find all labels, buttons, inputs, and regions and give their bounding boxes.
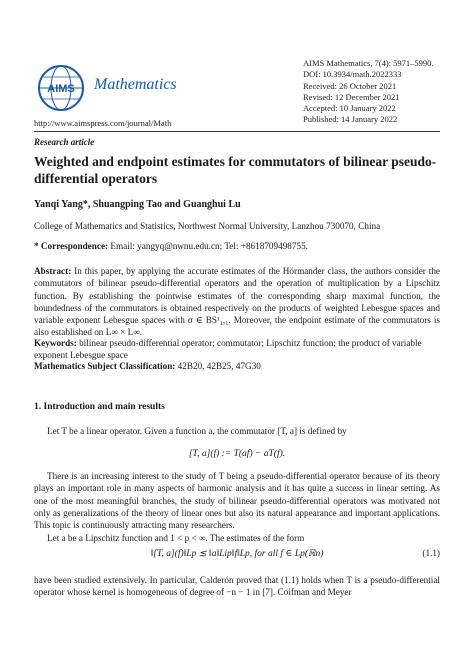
equation-number: (1.1) bbox=[422, 548, 440, 558]
section-title: 1. Introduction and main results bbox=[34, 402, 165, 412]
paragraph-3: Let a be a Lipschitz function and 1 < p < ∞. The estimates of the form bbox=[47, 533, 305, 543]
correspondence-label: * Correspondence: bbox=[34, 241, 109, 251]
logo-text: AIMS bbox=[47, 83, 75, 95]
meta-published: Published: 14 January 2022 bbox=[303, 114, 398, 125]
meta-doi[interactable]: DOI: 10.3934/math.2022333 bbox=[303, 69, 402, 80]
correspondence bbox=[34, 241, 444, 251]
equation-commutator: [T, a](f) := T(af) − aT(f). bbox=[188, 449, 286, 459]
meta-received: Received: 26 October 2021 bbox=[303, 80, 397, 91]
paragraph-2: There is an increasing interest to the study of T being a pseudo-differential operator because of its theory plays an important role in many aspects of harmonic analysis and it has quite a success in linear setting. As one of the most meaningful branches, the study of bilinear pseudo-differential operators was motivated not only as generalizations of the theory of linear ones but also its natural appearance and important applications. This topic is continuously attracting many researchers. bbox=[34, 471, 440, 531]
aims-globe-logo bbox=[36, 63, 86, 113]
paragraph-4: have been studied extensively. In particular, Calderón proved that (1.1) holds when T is a pseudo-differential operator whose kernel is homogeneous of degree of −n − 1 in [7]. Coifman and Meyer bbox=[34, 575, 440, 598]
journal-url[interactable]: http://www.aimspress.com/journal/Math bbox=[34, 118, 172, 128]
msc-label: Mathematics Subject Classification: bbox=[34, 361, 176, 371]
affiliation: College of Mathematics and Statistics, Northwest Normal University, Lanzhou 730070, China bbox=[34, 221, 381, 231]
abstract-label: Abstract: bbox=[34, 266, 72, 276]
paragraph-1: Let T be a linear operator. Given a function a, the commutator [T, a] is defined by bbox=[47, 426, 347, 436]
meta-citation: AIMS Mathematics, 7(4): 5971–5990. bbox=[303, 58, 434, 68]
keywords bbox=[34, 337, 440, 362]
authors: Yanqi Yang*, Shuangping Tao and Guanghui Lu bbox=[34, 199, 241, 210]
meta-revised: Revised: 12 December 2021 bbox=[303, 91, 400, 102]
msc-classification bbox=[34, 361, 440, 371]
meta-accepted: Accepted: 10 January 2022 bbox=[303, 103, 396, 114]
article-meta bbox=[303, 58, 468, 126]
article-title: Weighted and endpoint estimates for commutators of bilinear pseudo-differential operators bbox=[34, 154, 437, 186]
header-divider bbox=[34, 131, 440, 132]
article-type: Research article bbox=[34, 137, 95, 147]
keywords-text: bilinear pseudo-differential operator; commutator; Lipschitz function; the product of variable exponent Lebesgue space bbox=[34, 338, 422, 361]
equation-1-1: ‖[T, a](f)‖Lp ≲ ‖a‖Lip‖f‖Lp, for all f ∈ Lp(ℝn) bbox=[150, 549, 324, 559]
keywords-label: Keywords: bbox=[34, 338, 77, 348]
correspondence-text: Email: yangyq@nwnu.edu.cn; Tel: +8618709498755. bbox=[108, 241, 308, 251]
journal-name: Mathematics bbox=[94, 76, 177, 93]
msc-text: 42B20, 42B25, 47G30 bbox=[175, 361, 261, 371]
abstract-text: In this paper, by applying the accurate estimates of the Hörmander class, the authors consider the commutators of bilinear pseudo-differential operators and the operation of multiplication by a Lipschitz function. By establishing the pointwise estimates of the corresponding sharp maximal function, the boundedness of the commutators is obtained respectively on the products of weighted Lebesgue spaces and variable exponent Lebesgue spaces with σ ∈ BS¹₁,₁. Moreover, the endpoint estimate of the commutators is also established on L∞ × L∞. bbox=[34, 266, 440, 338]
abstract bbox=[34, 265, 440, 339]
